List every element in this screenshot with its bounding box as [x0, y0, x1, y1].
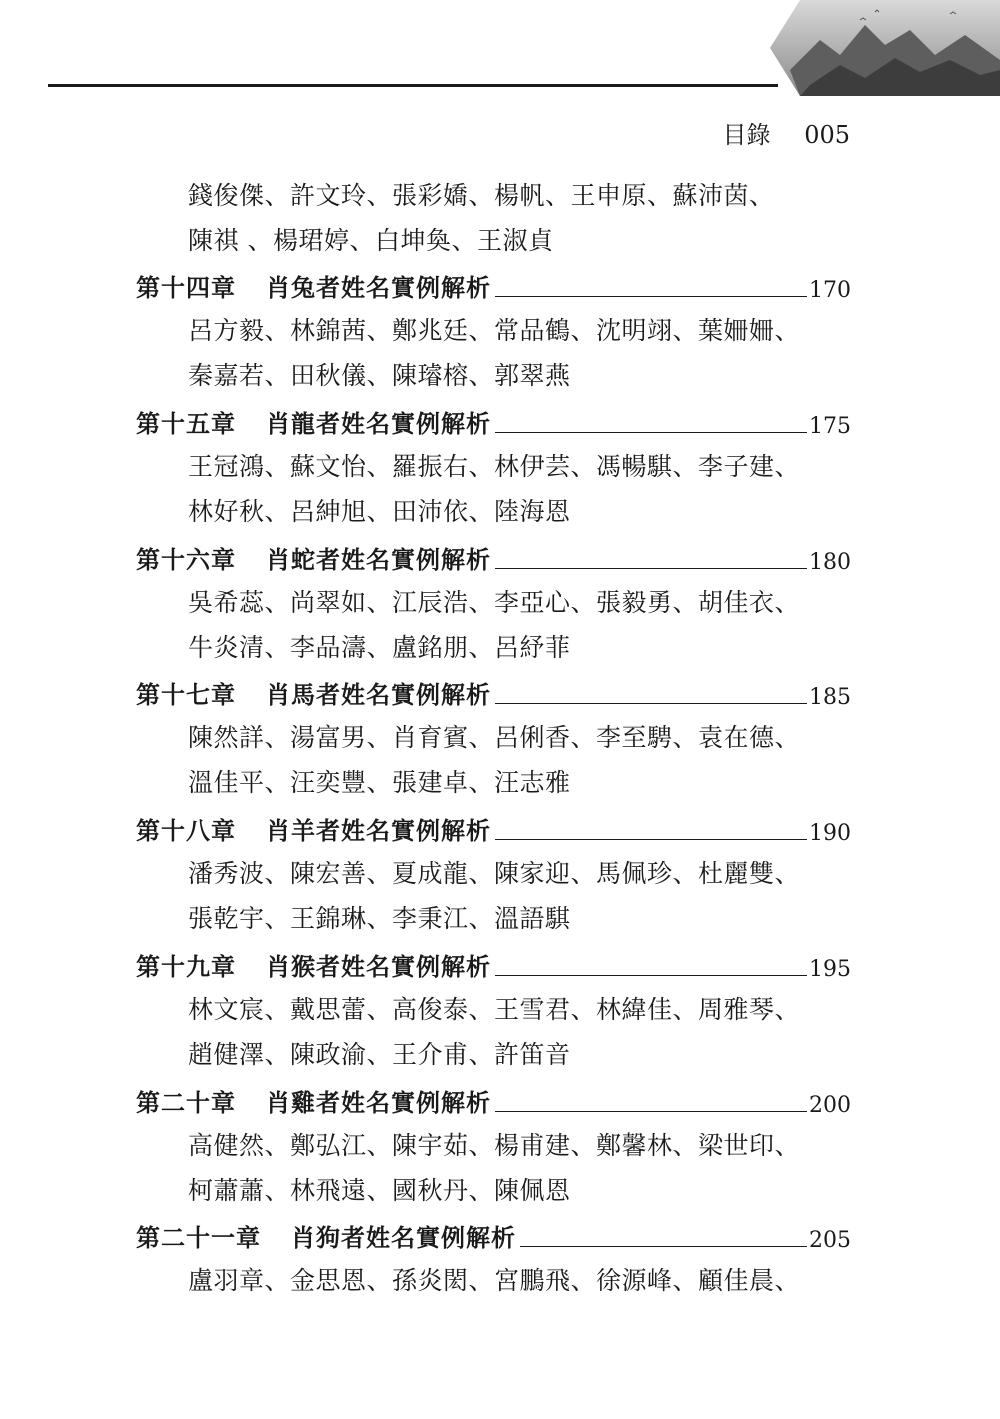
names-line: 王冠鴻、蘇文怡、羅振右、林伊芸、馮暢騏、李子建、 [188, 452, 801, 481]
chapter-title: 肖蛇者姓名實例解析 [266, 545, 491, 574]
chapter-entry[interactable] [136, 1086, 851, 1118]
chapter-page-number: 205 [809, 1228, 851, 1253]
chapter-number: 第十六章 [136, 545, 236, 574]
names-line: 張乾宇、王錦琳、李秉江、溫語騏 [188, 904, 571, 933]
names-line: 陳然詳、湯富男、肖育賓、呂俐香、李至騁、袁在德、 [188, 723, 801, 752]
leader-line [520, 1246, 807, 1247]
names-line: 林好秋、呂紳旭、田沛依、陸海恩 [188, 497, 571, 526]
chapter-page-number: 195 [809, 957, 851, 982]
chapter-entry[interactable] [136, 271, 851, 303]
chapter-title: 肖狗者姓名實例解析 [291, 1223, 516, 1252]
leader-line [495, 296, 807, 297]
chapter-title: 肖雞者姓名實例解析 [266, 1088, 491, 1117]
chapter-page-number: 175 [809, 414, 851, 439]
leader-line [495, 703, 807, 704]
chapter-entry[interactable] [136, 950, 851, 982]
running-head-title: 目錄 [722, 121, 771, 149]
chapter-entry[interactable] [136, 1221, 851, 1253]
chapter-title: 肖龍者姓名實例解析 [266, 409, 491, 438]
chapter-entry[interactable] [136, 678, 851, 710]
names-line: 陳祺 、楊珺婷、白坤奐、王淑貞 [188, 226, 554, 255]
chapter-number: 第二十一章 [136, 1223, 261, 1252]
chapter-number: 第十九章 [136, 952, 236, 981]
chapter-number: 第十八章 [136, 816, 236, 845]
chapter-entry[interactable] [136, 543, 851, 575]
names-line: 盧羽章、金思恩、孫炎閎、宮鵬飛、徐源峰、顧佳晨、 [188, 1266, 801, 1295]
names-line: 溫佳平、汪奕豐、張建卓、汪志雅 [188, 768, 571, 797]
chapter-page-number: 185 [809, 685, 851, 710]
names-line: 牛炎清、李品濤、盧銘朋、呂紓菲 [188, 633, 571, 662]
leader-line [495, 975, 807, 976]
chapter-page-number: 180 [809, 550, 851, 575]
names-line: 潘秀波、陳宏善、夏成龍、陳家迎、馬佩珍、杜麗雙、 [188, 859, 801, 888]
chapter-number: 第十七章 [136, 680, 236, 709]
chapter-title: 肖猴者姓名實例解析 [266, 952, 491, 981]
chapter-title: 肖馬者姓名實例解析 [266, 680, 491, 709]
names-line: 秦嘉若、田秋儀、陳璿榕、郭翠燕 [188, 361, 571, 390]
chapter-number: 第二十章 [136, 1088, 236, 1117]
chapter-page-number: 170 [809, 278, 851, 303]
names-line: 柯蕭蕭、林飛遠、國秋丹、陳佩恩 [188, 1176, 571, 1205]
chapter-page-number: 200 [809, 1093, 851, 1118]
names-line: 呂方毅、林錦茜、鄭兆廷、常品鶴、沈明翊、葉姍姍、 [188, 316, 801, 345]
leader-line [495, 1111, 807, 1112]
leader-line [495, 568, 807, 569]
chapter-title: 肖兔者姓名實例解析 [266, 273, 491, 302]
running-head-page-number: 005 [804, 121, 850, 149]
chapter-page-number: 190 [809, 821, 851, 846]
chapter-entry[interactable] [136, 407, 851, 439]
chapter-title: 肖羊者姓名實例解析 [266, 816, 491, 845]
names-line: 趙健澤、陳政渝、王介甫、許笛音 [188, 1040, 571, 1069]
names-line: 林文宸、戴思蕾、高俊泰、王雪君、林緯佳、周雅琴、 [188, 995, 801, 1024]
chapter-number: 第十四章 [136, 273, 236, 302]
names-line: 錢俊傑、許文玲、張彩嬌、楊帆、王申原、蘇沛茵、 [188, 181, 775, 210]
chapter-number: 第十五章 [136, 409, 236, 438]
leader-line [495, 839, 807, 840]
chapter-entry[interactable] [136, 814, 851, 846]
leader-line [495, 432, 807, 433]
names-line: 吳希蕊、尚翠如、江辰浩、李亞心、張毅勇、胡佳衣、 [188, 588, 801, 617]
names-line: 高健然、鄭弘江、陳宇茹、楊甫建、鄭馨林、梁世印、 [188, 1131, 801, 1160]
